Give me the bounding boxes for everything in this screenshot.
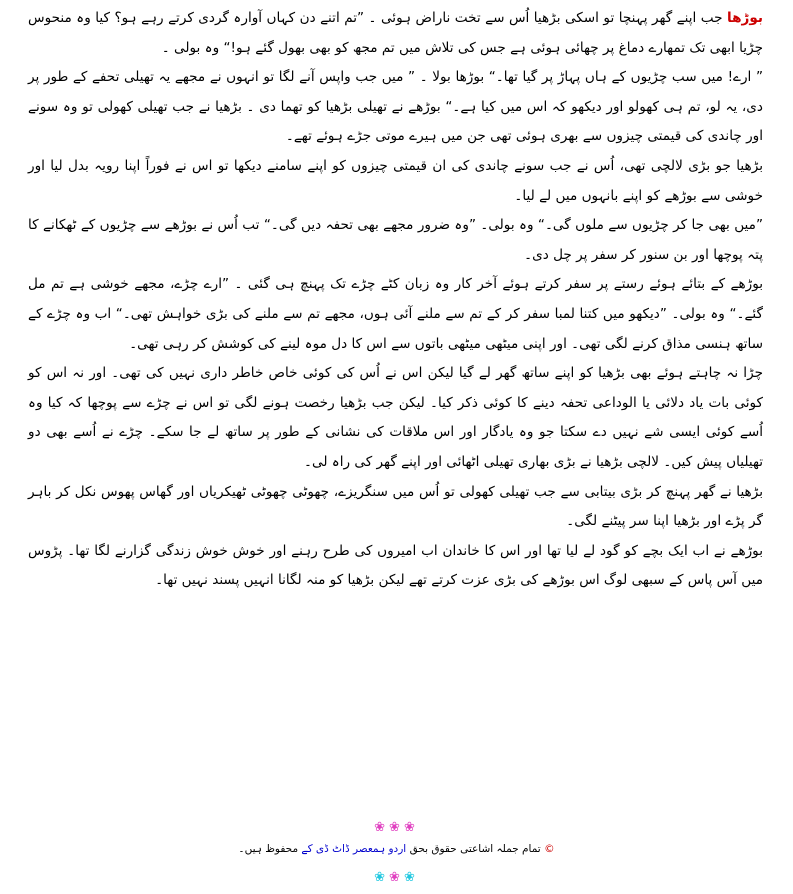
ornament-row-top xyxy=(0,820,793,835)
story-paragraph-7: بڑھیا نے گھر پہنچ کر بڑی بیتابی سے جب تھیلی کھولی تو اُس میں سنگریزے، چھوٹی چھوٹی ٹھیکریاں اور گھاس پھوس نکل کر باہر گر پڑے اور بڑھیا اپنا سر پیٹنے لگی۔ xyxy=(28,483,763,530)
story-body xyxy=(28,4,763,596)
story-paragraph-1 xyxy=(28,4,763,63)
story-paragraph-3: بڑھیا جو بڑی لالچی تھی، اُس نے جب سونے چاندی کی ان قیمتی چیزوں کو اپنے سامنے دیکھا تو اس نے فوراً اپنا رویہ بدل لیا اور خوشی سے بوڑھے کو اپنے بانہوں میں لے لیا۔ xyxy=(28,157,763,204)
story-paragraph-4: ”میں بھی جا کر چڑیوں سے ملوں گی۔“ وہ بولی۔ ”وہ ضرور مجھے بھی تحفہ دیں گی۔“ تب اُس نے بوڑھے سے چڑیوں کے ٹھکانے کا پتہ پوچھا اور بن سنور کر سفر پر چل دی۔ xyxy=(28,217,763,263)
copyright-icon: © xyxy=(544,843,555,855)
flower-icon: ❀ xyxy=(374,870,390,885)
flower-icon: ❀ xyxy=(389,820,404,835)
flower-icon: ❀ xyxy=(403,870,419,885)
story-paragraph-text: جب اپنے گھر پہنچا تو اسکی بڑھیا اُس سے تخت ناراض ہوئی ۔ ”تم اتنے دن کہاں آوارہ گردی کرتے رہے ہو؟ کیا وہ منحوس چڑیا ابھی تک تمھارے دماغ پر چھائی ہوئی ہے جس کی تلاش میں تم مجھ کو بھی بھول گئے ہو!“ وہ بولی ۔ xyxy=(28,10,763,56)
flower-icon: ❀ xyxy=(374,820,390,835)
flower-icon: ❀ xyxy=(403,820,419,835)
copyright-text-end: محفوظ ہیں۔ xyxy=(238,843,299,855)
story-lead-word: بوڑھا xyxy=(727,10,763,26)
story-paragraph-2: ” ارے! میں سب چڑیوں کے ہاں پہاڑ پر گیا تھا۔“ بوڑھا بولا ۔ ” میں جب واپس آنے لگا تو انہوں نے مجھے یہ تھیلی تحفے کے طور پر دی، یہ لو، تم ہی کھولو اور دیکھو کہ اس میں کیا ہے۔“ بوڑھے نے تھیلی بڑھیا کو تھما دی ۔ بڑھیا نے جب تھیلی کھولی تو وہ سونے اور چاندی کی قیمتی چیزوں سے بھری ہوئی تھی جن میں ہیرے موتی جڑے ہوئے تھے۔ xyxy=(28,69,763,145)
site-link[interactable]: اردو ہمعصر ڈاٹ ڈی کے xyxy=(301,843,407,855)
story-paragraph-6: چڑا نہ چاہتے ہوئے بھی بڑھیا کو اپنے ساتھ گھر لے گیا لیکن اس نے اُس کی کوئی خاص خاطر داری نہیں کی تھی۔ اور نہ اس کو کوئی بات یاد دلائی یا الوداعی تحفہ دینے کا کوئی ذکر کیا۔ لیکن جب بڑھیا رخصت ہونے لگی تو اس نے چڑے سے پوچھا کہ کیا وہ اُسے کوئی ایسی شے نہیں دے سکتا جو وہ یادگار اور اس ملاقات کی نشانی کے طور پر ساتھ لے جا سکے۔ چڑے نے اُسے بھی دو تھیلیاں پیش کیں۔ لالچی بڑھیا نے بڑی بھاری تھیلی اٹھائی اور اپنے گھر کی راہ لی۔ xyxy=(28,365,763,470)
flower-icon: ❀ xyxy=(389,870,404,885)
copyright-text: تمام جملہ اشاعتی حقوق بحق xyxy=(409,843,541,855)
story-paragraph-8: بوڑھے نے اب ایک بچے کو گود لے لیا تھا اور اس کا خاندان اب امیروں کی طرح رہنے اور خوش خوش زندگی گزارنے لگا تھا۔ پڑوس میں آس پاس کے سبھی لوگ اس بوڑھے کی بڑی عزت کرتے تھے لیکن بڑھیا کو منہ لگانا انہیں پسند نہیں تھا۔ xyxy=(28,542,763,589)
ornament-row-bottom xyxy=(0,870,793,885)
story-paragraph-5: بوڑھے کے بتائے ہوئے رستے پر سفر کرتے ہوئے آخر کار وہ زبان کٹے چڑے تک پہنچ ہی گئی ۔ ”ارے چڑے، مجھے خوشی ہے تم مل گئے۔“ وہ بولی۔ ”دیکھو میں کتنا لمبا سفر کر کے تم سے ملنے آئی ہوں، مجھے تم سے ملنے کی بڑی خواہش تھی۔“ اب وہ چڑے کے ساتھ ہنسی مذاق کرنے لگی تھی۔ اور اپنی میٹھی میٹھی باتوں سے اس کا دل موہ لینے کی کوشش کر رہی تھی۔ xyxy=(28,276,763,352)
copyright-footer xyxy=(0,843,793,855)
